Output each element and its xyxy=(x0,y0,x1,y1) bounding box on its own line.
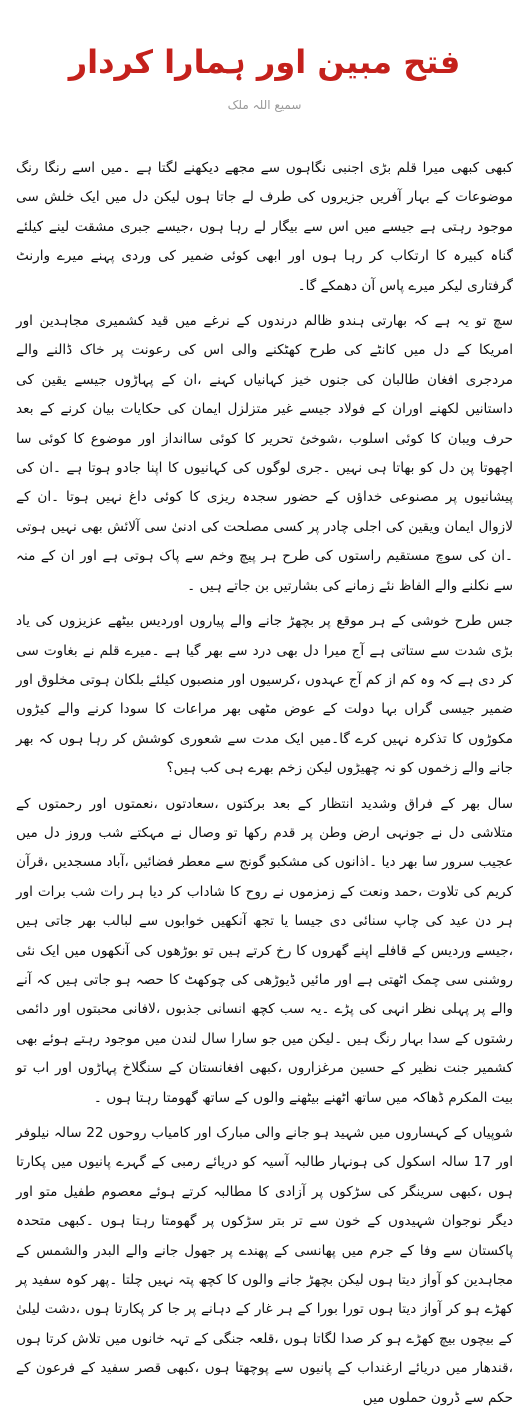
article-paragraph: سچ تو یہ ہے کہ بھارتی ہندو ظالم درندوں کے نرغے میں قید کشمیری مجاہدین اور امریکا کے دل میں کانٹے کی طرح کھٹکنے والی اس کی رعونت پر خاک ڈالنے والے مردجری افغان طالبان کی جنوں خیز کہانیاں کہنے ،ان کے پہاڑوں جیسے یقین کی داستانیں لکھنے اوران کے فولاد جیسے غیر متزلزل ایمان کی حکایات بیان کرنے کے بعد حرف ویبان کا کوئی اسلوب ،شوخئ تحریر کا کوئی ساانداز اور موضوع کا کوئی سا اچھوتا پن دل کو بھاتا ہی نہیں ۔جری لوگوں کی کہانیوں کا اپنا جادو ہوتا ہے ۔ان کی پیشانیوں پر مصنوعی خداؤں کے حضور سجدہ ریزی کا کوئی داغ نہیں ہوتا ۔ان کے لازوال ایمان ویقین کی اجلی چادر پر کسی مصلحت کی ادنیٰ سی آلائش بھی نہیں ہوتی ۔ان کی سوچ مستقیم راستوں کی طرح ہر پیچ وخم سے پاک ہوتی ہے اور ان کے منہ سے نکلنے والے الفاظ نئے زمانے کی بشارتیں بن جاتے ہیں ۔ xyxy=(16,313,513,594)
author-byline: سمیع اللہ ملک xyxy=(227,98,302,112)
article-paragraph: کبھی کبھی میرا قلم بڑی اجنبی نگاہوں سے مجھے دیکھنے لگتا ہے ۔میں اسے رنگا رنگ موضوعات کے بہار آفریں جزیروں کی طرف لے جاتا ہوں لیکن دل میں ایک خلش سی موجود رہتی ہے جیسے میں اس سے بیگار لے رہا ہوں ،جیسے جبری مشقت لینے کیلئے گناہ کبیرہ کا ارتکاب کر رہا ہوں اور ابھی کوئی ضمیر کی وردی پہنے میرے وارنٹ گرفتاری لیکر میرے پاس آن دھمکے گا۔ xyxy=(16,160,513,294)
article-body xyxy=(16,154,513,1413)
article-paragraph: شوپیاں کے کہساروں میں شہید ہو جانے والی مبارک اور کامیاب روحوں 22 سالہ نیلوفر اور 17 سالہ اسکول کی ہونہار طالبہ آسیہ کو دریائے رمبی کے گہرے پانیوں میں پکارتا ہوں ،کبھی سرینگر کی سڑکوں پر آزادی کا مطالبہ کرتے ہوئے معصوم طفیل متو اور دیگر نوجوان شہیدوں کے خون سے تر بتر سڑکوں پر گھومتا رہتا ہوں ۔کبھی متحدہ پاکستان سے وفا کے جرم میں پھانسی کے پھندے پر جھول جانے والے البدر والشمس کے مجاہدین کو آواز دیتا ہوں لیکن بچھڑ جانے والوں کا کچھ پتہ نہیں چلتا ۔پھر کوہ سفید پر کھڑے ہو کر آواز دیتا ہوں تورا بورا کے ہر غار کے دہانے پر جا کر پکارتا ہوں ،دشت لیلیٰ کے بیچوں بیچ کھڑے ہو کر صدا لگاتا ہوں ،قلعہ جنگی کے تہہ خانوں میں تلاش کرتا ہوں ،قندھار میں دریائے ارغنداب کے پانیوں سے پوچھتا ہوں ،کبھی قصر سفید کے فرعون کے حکم سے ڈرون حملوں میں xyxy=(16,1125,513,1406)
article-paragraph: جس طرح خوشی کے ہر موقع پر بچھڑ جانے والے پیاروں اوردیس بیٹھے عزیزوں کی یاد بڑی شدت سے ستاتی ہے آج میرا دل بھی درد سے بھر گیا ہے ۔میرے قلم نے بغاوت سی کر دی ہے کہ وہ کم از کم آج عہدوں ،کرسیوں اور منصبوں کیلئے بلکان ہوتی مخلوق اور ضمیر جیسی گراں بہا دولت کے عوض مٹھی بھر مراعات کا سودا کرنے والے کیڑوں مکوڑوں کا تذکرہ نہیں کرے گا۔میں ایک مدت سے شعوری کوشش کر رہا ہوں کہ بھر جانے والے زخموں کو نہ چھیڑوں لیکن زخم بھرے ہی کب ہیں؟ xyxy=(16,613,513,777)
article-title: فتح مبین اور ہمارا کردار xyxy=(68,43,461,81)
article-paragraph: سال بھر کے فراق وشدید انتظار کے بعد برکتوں ،سعادتوں ،نعمتوں اور رحمتوں کے متلاشی دل نے جونہی ارض وطن پر قدم رکھا تو وصال نے مہکتے شب وروز دل میں عجیب سرور سا بھر دیا ۔اذانوں کی مشکبو گونج سے معطر فضائیں ،آباد مسجدیں ،قرآن کریم کی تلاوت ،حمد ونعت کے زمزموں نے روح کا شاداب کر دیا ہر رات شب برات اور ہر دن عید کی چاپ سنائی دی جیسا یا تجھ آنکھیں خوابوں سے لبالب بھر جاتی ہیں ،جیسے وردیس کے قافلے اپنے گھروں کا رخ کرتے ہیں تو بوڑھوں کی آنکھوں میں ایک نئی روشنی سی چمک اٹھتی ہے اور مائیں ڈیوڑھی کی چوکھٹ کا حصہ ہو جاتی ہیں کہ آنے والے پر پہلی نظر انہی کی پڑے ۔یہ سب کچھ انسانی جذبوں ،لافانی محبتوں اور دائمی رشتوں کے سدا بہار رنگ ہیں ۔لیکن میں جو سارا سال لندن میں موجود رہتے ہوئے بھی کشمیر جنت نظیر کے حسین مرغزاروں ،کبھی افغانستان کے سنگلاخ پہاڑوں اور اب تو بیت المکرم ڈھاکہ میں ساتھ اٹھنے بیٹھنے والوں کے ساتھ گھومتا رہتا ہوں ۔ xyxy=(16,795,513,1106)
